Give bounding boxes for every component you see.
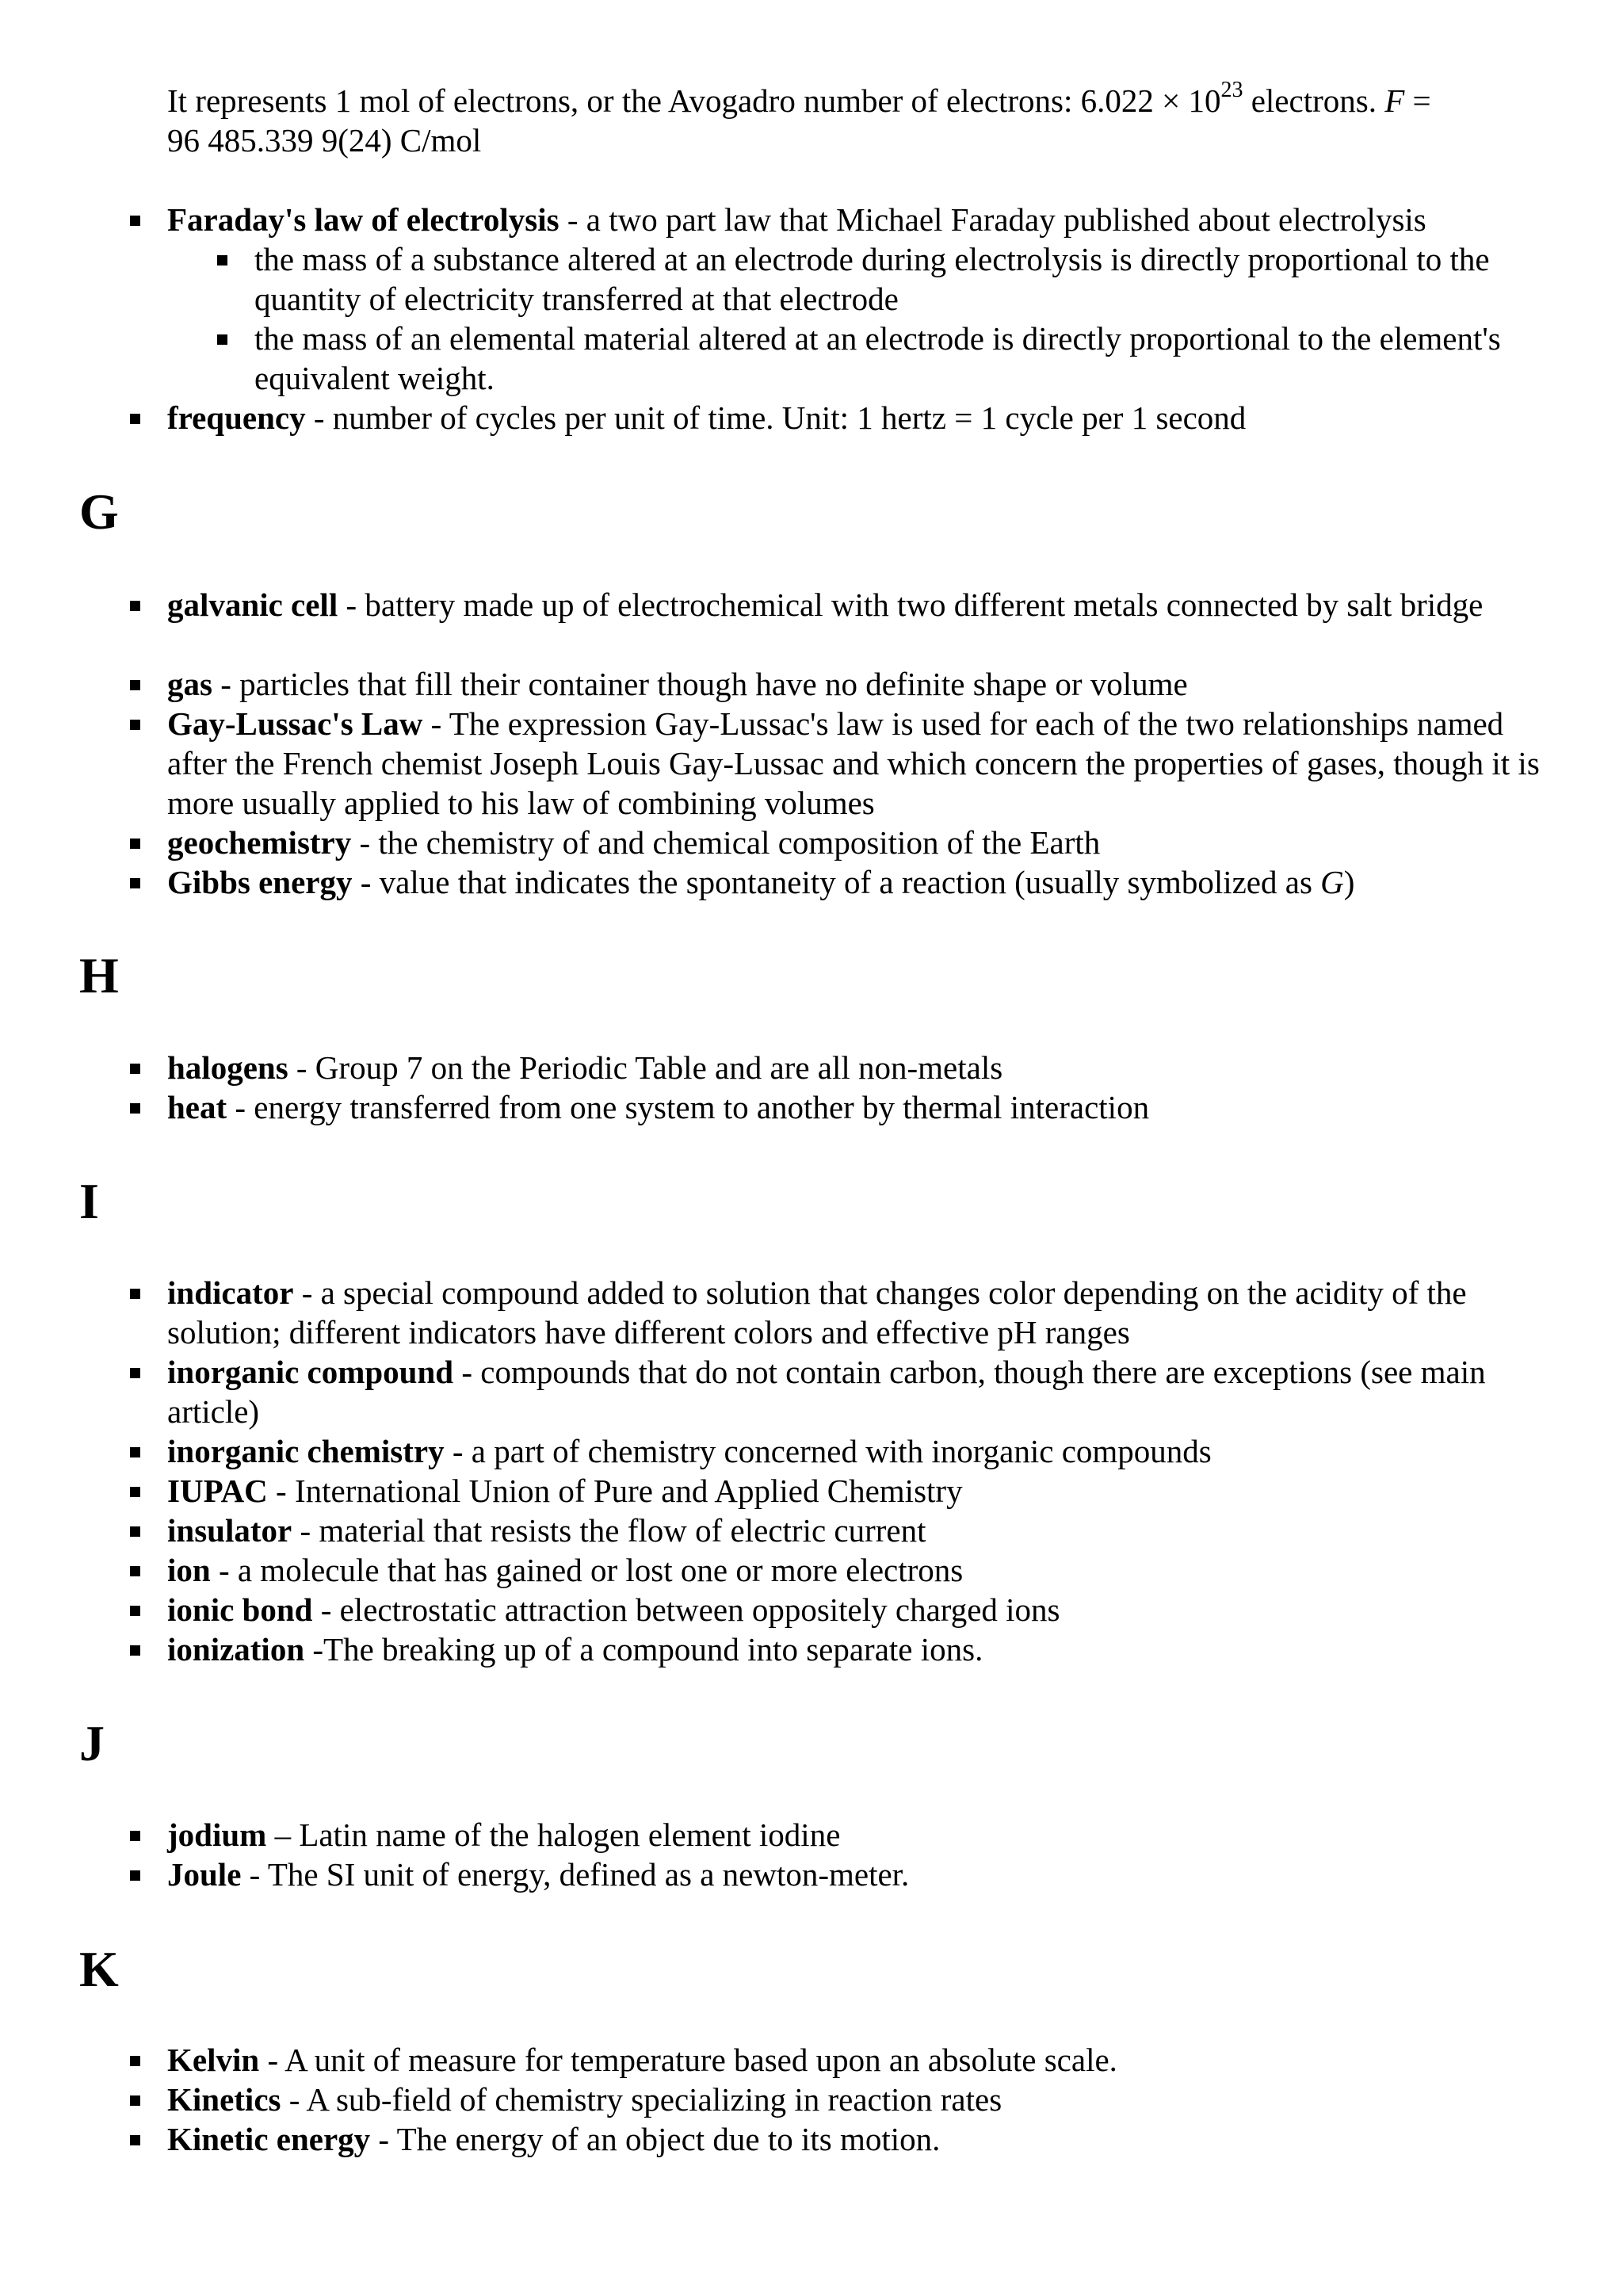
definition: - energy transferred from one system to another by thermal interaction bbox=[227, 1089, 1150, 1125]
list-item bbox=[167, 2119, 1562, 2159]
list-item bbox=[167, 1048, 1562, 1087]
intro-line1-post: electrons. bbox=[1243, 82, 1385, 119]
gibbs-symbol: G bbox=[1320, 864, 1344, 900]
list-item bbox=[167, 1471, 1562, 1511]
section-heading-h: H bbox=[79, 947, 119, 1003]
definition: – Latin name of the halogen element iodine bbox=[266, 1817, 841, 1853]
list-item bbox=[167, 1855, 1562, 1894]
bullet-icon bbox=[130, 1566, 140, 1576]
bullet-icon bbox=[130, 720, 140, 730]
bullet-icon bbox=[130, 1368, 140, 1378]
term: ion bbox=[167, 1552, 211, 1588]
bullet-icon bbox=[130, 2056, 140, 2066]
term: ionic bond bbox=[167, 1591, 313, 1628]
term: inorganic chemistry bbox=[167, 1433, 445, 1469]
definition: - number of cycles per unit of time. Unit: 1 hertz = 1 cycle per 1 second bbox=[305, 399, 1247, 436]
list-item bbox=[167, 862, 1562, 902]
list-item bbox=[167, 1087, 1562, 1127]
list-item bbox=[167, 704, 1562, 823]
list-item bbox=[167, 664, 1562, 704]
definition: - battery made up of electrochemical with two different metals connected by salt bridge bbox=[338, 586, 1484, 623]
term: indicator bbox=[167, 1274, 294, 1311]
bullet-icon bbox=[130, 1103, 140, 1114]
term: Faraday's law of electrolysis bbox=[167, 201, 559, 238]
definition-tail: ) bbox=[1343, 864, 1355, 900]
list-item bbox=[167, 1550, 1562, 1590]
definition: the mass of an elemental material altered at an electrode is directly proportional to the element's equivalent weight. bbox=[254, 320, 1501, 396]
exponent: 23 bbox=[1220, 78, 1243, 103]
term: jodium bbox=[167, 1817, 267, 1853]
definition: - A sub-field of chemistry specializing in reaction rates bbox=[281, 2081, 1002, 2118]
bullet-icon bbox=[130, 1606, 140, 1616]
definition: - a two part law that Michael Faraday published about electrolysis bbox=[559, 201, 1426, 238]
term: ionization bbox=[167, 1631, 305, 1668]
bullet-icon bbox=[130, 2095, 140, 2106]
definition: - a part of chemistry concerned with inorganic compounds bbox=[444, 1433, 1212, 1469]
term: heat bbox=[167, 1089, 227, 1125]
list-item bbox=[167, 1273, 1562, 1352]
definition: - A unit of measure for temperature based upon an absolute scale. bbox=[259, 2042, 1117, 2078]
term: frequency bbox=[167, 399, 306, 436]
intro-line1-text: It represents 1 mol of electrons, or the Avogadro number of electrons: 6.022 × 10 bbox=[167, 82, 1221, 119]
sub-list-item bbox=[254, 319, 1562, 398]
definition: - compounds that do not contain carbon, though there are exceptions (see main article) bbox=[167, 1354, 1486, 1430]
term: Kinetics bbox=[167, 2081, 281, 2118]
definition: - International Union of Pure and Applied Chemistry bbox=[267, 1473, 963, 1509]
list-item bbox=[167, 1511, 1562, 1550]
bullet-icon bbox=[130, 1645, 140, 1656]
list-item bbox=[167, 200, 1562, 239]
term: halogens bbox=[167, 1049, 288, 1086]
list-item bbox=[167, 2080, 1562, 2119]
definition: - The expression Gay-Lussac's law is used for each of the two relationships named after the French chemist Joseph Louis Gay-Lussac and which concern the properties of gases, though it is more usually applied to his law of combining volumes bbox=[167, 705, 1540, 821]
bullet-icon bbox=[130, 601, 140, 611]
list-item bbox=[167, 2040, 1562, 2080]
definition: - electrostatic attraction between oppositely charged ions bbox=[312, 1591, 1060, 1628]
definition: -The breaking up of a compound into separate ions. bbox=[304, 1631, 983, 1668]
definition: - The energy of an object due to its motion. bbox=[370, 2121, 941, 2157]
bullet-icon bbox=[130, 414, 140, 424]
definition: - a special compound added to solution that changes color depending on the acidity of the solution; different indicators have different colors and effective pH ranges bbox=[167, 1274, 1467, 1350]
list-item bbox=[167, 398, 1562, 437]
term: Kinetic energy bbox=[167, 2121, 371, 2157]
term: insulator bbox=[167, 1512, 292, 1549]
bullet-icon bbox=[130, 1526, 140, 1537]
bullet-icon bbox=[130, 216, 140, 226]
bullet-icon bbox=[130, 1447, 140, 1457]
bullet-icon bbox=[130, 2135, 140, 2145]
section-heading-g: G bbox=[79, 483, 119, 540]
bullet-icon bbox=[130, 1870, 140, 1881]
bullet-icon bbox=[217, 334, 227, 345]
term: IUPAC bbox=[167, 1473, 268, 1509]
definition: the mass of a substance altered at an electrode during electrolysis is directly proportional to the quantity of electricity transferred at that electrode bbox=[254, 241, 1490, 317]
definition: - value that indicates the spontaneity of a reaction (usually symbolized as bbox=[352, 864, 1321, 900]
list-item bbox=[167, 1352, 1562, 1431]
term: Kelvin bbox=[167, 2042, 260, 2078]
list-item bbox=[167, 1815, 1562, 1855]
term: galvanic cell bbox=[167, 586, 338, 623]
sub-list-item bbox=[254, 239, 1562, 319]
definition: - Group 7 on the Periodic Table and are all non-metals bbox=[288, 1049, 1003, 1086]
definition: - a molecule that has gained or lost one or more electrons bbox=[210, 1552, 964, 1588]
bullet-icon bbox=[130, 839, 140, 849]
bullet-icon bbox=[130, 1487, 140, 1497]
term: Gay-Lussac's Law bbox=[167, 705, 423, 742]
bullet-icon bbox=[217, 255, 227, 266]
definition: - The SI unit of energy, defined as a newton-meter. bbox=[241, 1856, 910, 1893]
equals-sign: = bbox=[1404, 82, 1431, 119]
faraday-constant-paragraph bbox=[167, 78, 1562, 160]
list-item bbox=[167, 823, 1562, 862]
section-heading-k: K bbox=[79, 1941, 119, 1997]
section-heading-j: J bbox=[79, 1715, 105, 1771]
list-item bbox=[167, 1431, 1562, 1471]
list-item bbox=[167, 585, 1562, 625]
bullet-icon bbox=[130, 1289, 140, 1299]
term: Joule bbox=[167, 1856, 242, 1893]
term: gas bbox=[167, 666, 212, 702]
definition: - particles that fill their container though have no definite shape or volume bbox=[212, 666, 1188, 702]
section-heading-i: I bbox=[79, 1173, 99, 1229]
bullet-icon bbox=[130, 1064, 140, 1074]
term: inorganic compound bbox=[167, 1354, 454, 1390]
term: geochemistry bbox=[167, 824, 352, 861]
list-item bbox=[167, 1590, 1562, 1629]
list-item bbox=[167, 1629, 1562, 1669]
bullet-icon bbox=[130, 1831, 140, 1841]
faraday-symbol: F bbox=[1384, 82, 1405, 119]
faraday-constant-value: 96 485.339 9(24) C/mol bbox=[167, 122, 482, 159]
term: Gibbs energy bbox=[167, 864, 353, 900]
bullet-icon bbox=[130, 878, 140, 888]
definition: - the chemistry of and chemical composition of the Earth bbox=[351, 824, 1101, 861]
definition: - material that resists the flow of electric current bbox=[292, 1512, 926, 1549]
bullet-icon bbox=[130, 680, 140, 690]
